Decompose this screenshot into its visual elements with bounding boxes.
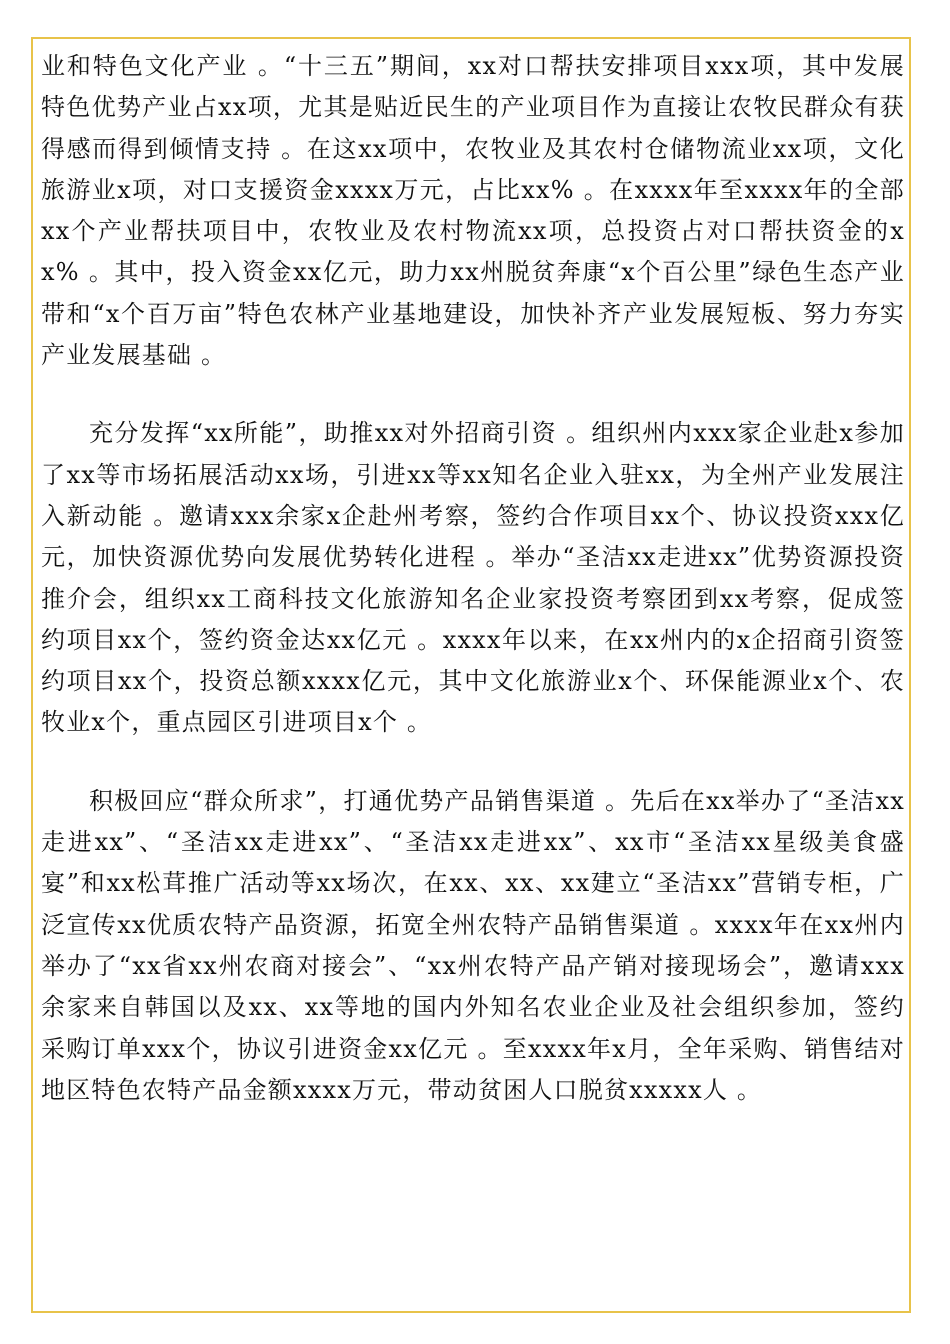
paragraph-industry-support: 业和特色文化产业 。“十三五”期间，xx对口帮扶安排项目xxx项，其中发展特色优势产业占xx项，尤其是贴近民生的产业项目作为直接让农牧民群众有获得感而得到倾情支持 。在这xx项中，农牧业及其农村仓储物流业xx项，文化旅游业x项，对口支援资金xxxx万元，占比xx% 。在xxxx年至xxxx年的全部xx个产业帮扶项目中，农牧业及农村物流xx项，总投资占对口帮扶资金的xx% 。其中，投入资金xx亿元，助力xx州脱贫奔康“x个百公里”绿色生态产业带和“x个百万亩”特色农林产业基地建设，加快补齐产业发展短板、努力夯实产业发展基础 。 <box>41 52 905 370</box>
paragraph-investment-attraction: 充分发挥“xx所能”，助推xx对外招商引资 。组织州内xxx家企业赴x参加了xx等市场拓展活动xx场，引进xx等xx知名企业入驻xx，为全州产业发展注入新动能 。邀请xxx余家x企赴州考察，签约合作项目xx个、协议投资xxx亿元，加快资源优势向发展优势转化进程 。举办“圣洁xx走进xx”优势资源投资推介会，组织xx工商科技文化旅游知名企业家投资考察团到xx考察，促成签约项目xx个，签约资金达xx亿元 。xxxx年以来，在xx州内的x企招商引资签约项目xx个，投资总额xxxx亿元，其中文化旅游业x个、环保能源业x个、农牧业x个，重点园区引进项目x个 。 <box>41 419 905 737</box>
paragraph-spacer <box>41 376 905 413</box>
paragraph-spacer <box>41 744 905 781</box>
document-body <box>41 46 905 1111</box>
paragraph-sales-channels: 积极回应“群众所求”，打通优势产品销售渠道 。先后在xx举办了“圣洁xx走进xx”、“圣洁xx走进xx”、“圣洁xx走进xx”、xx市“圣洁xx星级美食盛宴”和xx松茸推广活动等xx场次，在xx、xx、xx建立“圣洁xx”营销专柜，广泛宣传xx优质农特产品资源，拓宽全州农特产品销售渠道 。xxxx年在xx州内举办了“xx省xx州农商对接会”、“xx州农特产品产销对接现场会”，邀请xxx余家来自韩国以及xx、xx等地的国内外知名农业企业及社会组织参加，签约采购订单xxx个，协议引进资金xx亿元 。至xxxx年x月，全年采购、销售结对地区特色农特产品金额xxxx万元，带动贫困人口脱贫xxxxx人 。 <box>41 786 905 1104</box>
